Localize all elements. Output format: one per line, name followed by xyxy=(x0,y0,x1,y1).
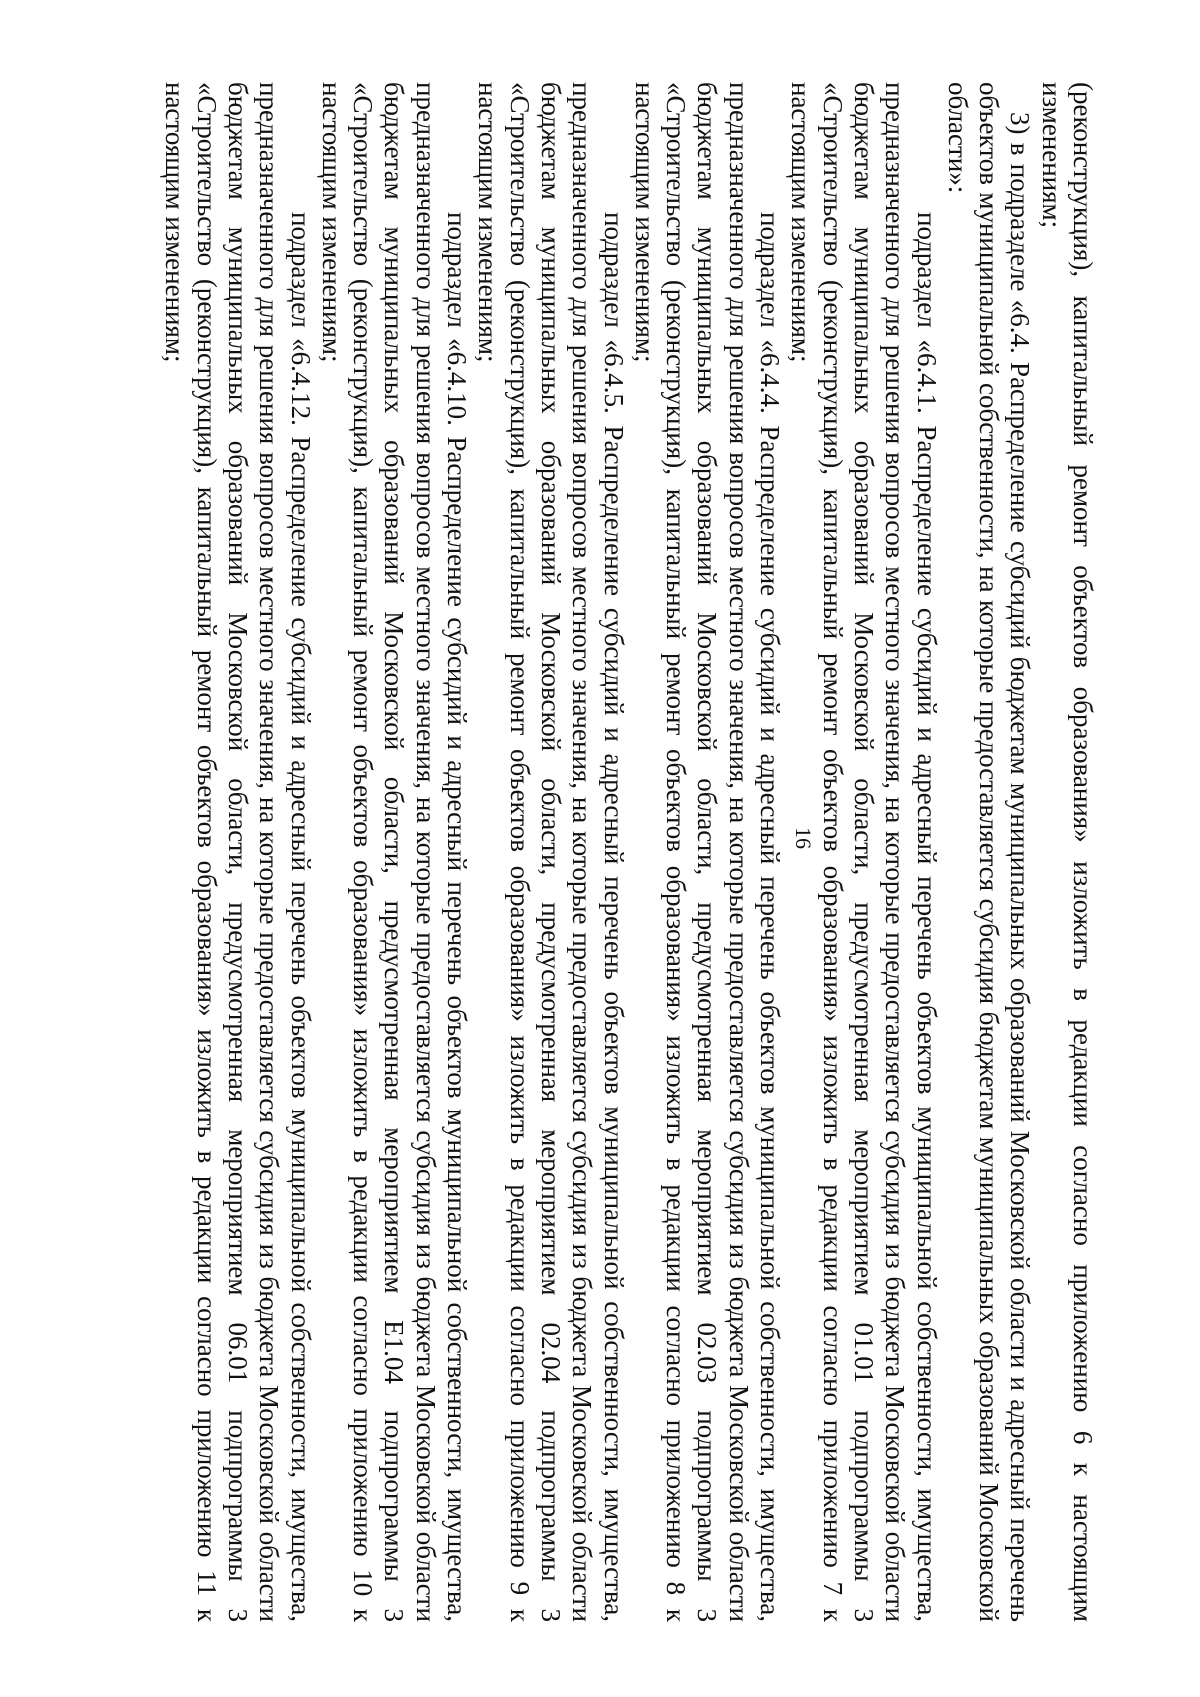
paragraph-subsection-6-4-10: подраздел «6.4.10. Распределение субсидий и адресный перечень объектов муниципальной собственности, имущества, предназначенного для решения вопросов местного значения, на которые предоставляется субсидия из бюджета Московской области бюджетам муниципальных образований Московской области, предусмотренная мероприятием Е1.04 подпрограммы 3 «Строительство (реконструкция), капитальный ремонт объектов образования» изложить в редакции согласно приложению 10 к настоящим изменениям; xyxy=(316,82,473,1622)
document-body xyxy=(159,82,1098,1622)
paragraph-subsection-6-4-4: подраздел «6.4.4. Распределение субсидий и адресный перечень объектов муниципальной собственности, имущества, предназначенного для решения вопросов местного значения, на которые предоставляется субсидия из бюджета Московской области бюджетам муниципальных образований Московской области, предусмотренная мероприятием 02.03 подпрограммы 3 «Строительство (реконструкция), капитальный ремонт объектов образования» изложить в редакции согласно приложению 8 к настоящим изменениям; xyxy=(629,82,786,1622)
rotated-page-content xyxy=(160,82,1098,1622)
paragraph-item-3: 3) в подразделе «6.4. Распределение субсидий бюджетам муниципальных образований Московской области и адресный перечень объектов муниципальной собственности, на которые предоставляется субсидия бюджетам муниципальных образований Московской области»: xyxy=(942,82,1036,1622)
paragraph-subsection-6-4-1: подраздел «6.4.1. Распределение субсидий и адресный перечень объектов муниципальной собственности, имущества, предназначенного для решения вопросов местного значения, на которые предоставляется субсидия из бюджета Московской области бюджетам муниципальных образований Московской области, предусмотренная мероприятием 01.01 подпрограммы 3 «Строительство (реконструкция), капитальный ремонт объектов образования» изложить в редакции согласно приложению 7 к настоящим изменениям; xyxy=(786,82,942,1622)
page-number: 16 xyxy=(791,827,816,849)
paragraph-subsection-6-4-12: подраздел «6.4.12. Распределение субсидий и адресный перечень объектов муниципальной собственности, имущества, предназначенного для решения вопросов местного значения, на которые предоставляется субсидия из бюджета Московской области бюджетам муниципальных образований Московской области, предусмотренная мероприятием 06.01 подпрограммы 3 «Строительство (реконструкция), капитальный ремонт объектов образования» изложить в редакции согласно приложению 11 к настоящим изменениям; xyxy=(160,82,316,1622)
paragraph-subsection-6-4-5: подраздел «6.4.5. Распределение субсидий и адресный перечень объектов муниципальной собственности, имущества, предназначенного для решения вопросов местного значения, на которые предоставляется субсидия из бюджета Московской области бюджетам муниципальных образований Московской области, предусмотренная мероприятием 02.04 подпрограммы 3 «Строительство (реконструкция), капитальный ремонт объектов образования» изложить в редакции согласно приложению 9 к настоящим изменениям; xyxy=(473,82,629,1622)
paragraph-intro-continuation: (реконструкция), капитальный ремонт объектов образования» изложить в редакции согласно приложению 6 к настоящим изменениям; xyxy=(1036,82,1098,1622)
